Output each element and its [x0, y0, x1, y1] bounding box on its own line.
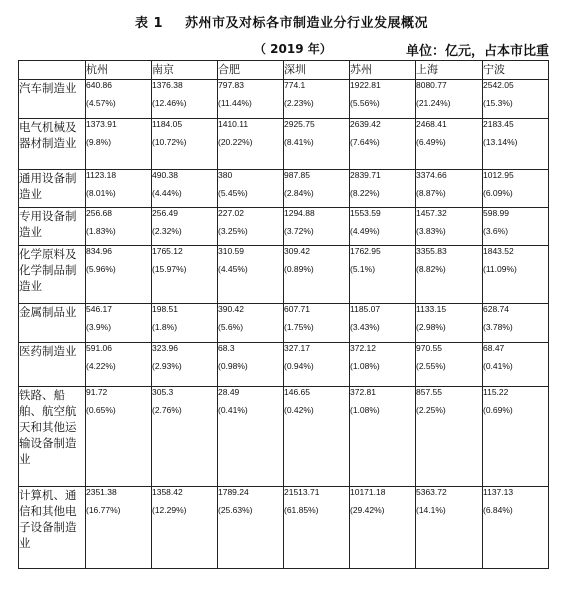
cell-value: 2639.42 [350, 119, 381, 129]
cell-share: (2.93%) [152, 361, 182, 371]
cell-share: (7.64%) [350, 137, 380, 147]
table-cell [350, 387, 416, 487]
cell-share: (4.45%) [218, 264, 248, 274]
cell-value: 1012.95 [483, 170, 514, 180]
table-cell [218, 208, 284, 246]
cell-share: (5.6%) [218, 322, 244, 332]
row-label: 铁路、船舶、航空航天和其他运输设备制造业 [19, 387, 86, 487]
table-cell [284, 246, 350, 304]
header-row [19, 61, 549, 80]
table-cell [483, 343, 549, 387]
cell-share: (2.55%) [416, 361, 446, 371]
row-label: 汽车制造业 [19, 80, 86, 119]
cell-value: 390.42 [218, 304, 244, 314]
table-cell [218, 119, 284, 170]
cell-value: 372.81 [350, 387, 376, 397]
cell-share: (1.08%) [350, 361, 380, 371]
table-cell [350, 343, 416, 387]
cell-share: (0.69%) [483, 405, 513, 415]
cell-share: (4.57%) [86, 98, 116, 108]
cell-value: 970.55 [416, 343, 442, 353]
table-number: 表 1 [134, 16, 164, 31]
cell-value: 607.71 [284, 304, 310, 314]
cell-share: (6.09%) [483, 188, 513, 198]
table-body [19, 80, 549, 569]
table-cell [284, 119, 350, 170]
cell-share: (0.94%) [284, 361, 314, 371]
header-cell-shanghai: 上海 [416, 61, 483, 80]
cell-value: 546.17 [86, 304, 112, 314]
header-cell-hefei: 合肥 [218, 61, 284, 80]
cell-share: (8.41%) [284, 137, 314, 147]
cell-value: 640.86 [86, 80, 112, 90]
cell-value: 1762.95 [350, 246, 381, 256]
cell-share: (1.08%) [350, 405, 380, 415]
table-cell [218, 343, 284, 387]
cell-value: 115.22 [483, 387, 509, 397]
cell-share: (0.41%) [218, 405, 248, 415]
header-cell-shenzhen: 深圳 [284, 61, 350, 80]
table-cell [86, 170, 152, 208]
table-row [19, 208, 549, 246]
table-cell [416, 246, 483, 304]
table-cell [86, 343, 152, 387]
table-cell [350, 304, 416, 343]
table-cell [284, 80, 350, 119]
table-cell [284, 304, 350, 343]
cell-value: 1922.81 [350, 80, 381, 90]
cell-value: 1133.15 [416, 304, 447, 314]
cell-value: 598.99 [483, 208, 509, 218]
cell-value: 2925.75 [284, 119, 315, 129]
table-row [19, 170, 549, 208]
cell-share: (9.8%) [86, 137, 112, 147]
cell-share: (11.44%) [218, 98, 252, 108]
table-cell [416, 387, 483, 487]
table-cell [350, 208, 416, 246]
table-cell [152, 304, 218, 343]
table-cell [218, 387, 284, 487]
cell-share: (20.22%) [218, 137, 253, 147]
table-cell [350, 487, 416, 569]
table-cell [152, 80, 218, 119]
table-cell [284, 487, 350, 569]
table-cell [284, 343, 350, 387]
table-subheader [0, 40, 563, 60]
cell-share: (2.23%) [284, 98, 314, 108]
table-cell [152, 487, 218, 569]
cell-value: 198.51 [152, 304, 178, 314]
cell-share: (8.22%) [350, 188, 380, 198]
cell-share: (3.9%) [86, 322, 112, 332]
header-cell-hangzhou: 杭州 [86, 61, 152, 80]
table-cell [218, 487, 284, 569]
table-cell [416, 487, 483, 569]
cell-value: 1373.91 [86, 119, 117, 129]
cell-value: 21513.71 [284, 487, 320, 497]
table-cell [152, 246, 218, 304]
table-cell [350, 80, 416, 119]
row-label: 化学原料及化学制品制造业 [19, 246, 86, 304]
cell-share: (5.96%) [86, 264, 116, 274]
row-label: 金属制品业 [19, 304, 86, 343]
cell-share: (11.09%) [483, 264, 517, 274]
table-cell [86, 119, 152, 170]
table-cell [416, 80, 483, 119]
cell-share: (1.75%) [284, 322, 314, 332]
cell-value: 28.49 [218, 387, 240, 397]
cell-share: (8.82%) [416, 264, 446, 274]
cell-value: 1185.07 [350, 304, 381, 314]
cell-share: (2.76%) [152, 405, 182, 415]
table-cell [218, 170, 284, 208]
row-label: 通用设备制造业 [19, 170, 86, 208]
year-label: （ 2019 年） [254, 42, 332, 56]
cell-value: 490.38 [152, 170, 178, 180]
cell-value: 68.47 [483, 343, 505, 353]
cell-share: (0.65%) [86, 405, 116, 415]
cell-value: 380 [218, 170, 233, 180]
cell-value: 309.42 [284, 246, 310, 256]
cell-share: (4.22%) [86, 361, 116, 371]
cell-share: (3.78%) [483, 322, 513, 332]
row-label: 计算机、通信和其他电子设备制造业 [19, 487, 86, 569]
cell-share: (4.44%) [152, 188, 182, 198]
table-cell [483, 170, 549, 208]
table-cell [86, 246, 152, 304]
row-label: 医药制造业 [19, 343, 86, 387]
cell-share: (16.77%) [86, 505, 121, 515]
table-cell [416, 343, 483, 387]
cell-value: 1294.88 [284, 208, 315, 218]
cell-value: 591.06 [86, 343, 112, 353]
cell-share: (1.8%) [152, 322, 178, 332]
cell-share: (5.1%) [350, 264, 376, 274]
cell-value: 1789.24 [218, 487, 249, 497]
table-cell [483, 487, 549, 569]
header-cell-corner [19, 61, 86, 80]
table-cell [284, 208, 350, 246]
table-cell [350, 119, 416, 170]
row-label: 电气机械及器材制造业 [19, 119, 86, 170]
table-row [19, 304, 549, 343]
table-cell [152, 119, 218, 170]
header-cell-ningbo: 宁波 [483, 61, 549, 80]
industry-table [18, 60, 549, 569]
cell-value: 323.96 [152, 343, 178, 353]
table-cell [86, 304, 152, 343]
cell-share: (3.72%) [284, 226, 314, 236]
cell-share: (4.49%) [350, 226, 380, 236]
table-cell [152, 208, 218, 246]
table-title [0, 12, 563, 31]
cell-share: (6.84%) [483, 505, 513, 515]
table-cell [218, 246, 284, 304]
cell-value: 146.65 [284, 387, 310, 397]
table-row [19, 80, 549, 119]
table-cell [152, 343, 218, 387]
cell-value: 256.49 [152, 208, 178, 218]
cell-value: 305.3 [152, 387, 174, 397]
table-cell [86, 208, 152, 246]
table-cell [86, 387, 152, 487]
cell-share: (12.29%) [152, 505, 187, 515]
table-cell [218, 304, 284, 343]
cell-value: 10171.18 [350, 487, 386, 497]
cell-value: 372.12 [350, 343, 376, 353]
cell-share: (15.3%) [483, 98, 513, 108]
cell-value: 1123.18 [86, 170, 117, 180]
cell-share: (8.87%) [416, 188, 446, 198]
cell-value: 2839.71 [350, 170, 381, 180]
cell-value: 8080.77 [416, 80, 447, 90]
row-label: 专用设备制造业 [19, 208, 86, 246]
cell-share: (0.98%) [218, 361, 248, 371]
cell-share: (0.41%) [483, 361, 513, 371]
table-cell [284, 387, 350, 487]
cell-value: 310.59 [218, 246, 244, 256]
cell-share: (12.46%) [152, 98, 187, 108]
table-row [19, 119, 549, 170]
cell-share: (2.84%) [284, 188, 314, 198]
cell-value: 2351.38 [86, 487, 117, 497]
table-cell [218, 80, 284, 119]
cell-share: (6.49%) [416, 137, 446, 147]
cell-value: 5363.72 [416, 487, 447, 497]
cell-value: 1843.52 [483, 246, 514, 256]
table-cell [483, 119, 549, 170]
cell-share: (0.42%) [284, 405, 314, 415]
cell-value: 1184.05 [152, 119, 183, 129]
cell-share: (21.24%) [416, 98, 451, 108]
cell-share: (2.98%) [416, 322, 446, 332]
cell-value: 256.68 [86, 208, 112, 218]
cell-value: 834.96 [86, 246, 112, 256]
table-cell [416, 208, 483, 246]
cell-value: 3374.66 [416, 170, 447, 180]
header-cell-suzhou: 苏州 [350, 61, 416, 80]
cell-value: 1765.12 [152, 246, 183, 256]
cell-value: 2542.05 [483, 80, 514, 90]
cell-share: (61.85%) [284, 505, 319, 515]
cell-share: (5.45%) [218, 188, 248, 198]
table-cell [416, 170, 483, 208]
cell-value: 68.3 [218, 343, 235, 353]
cell-share: (29.42%) [350, 505, 385, 515]
cell-share: (10.72%) [152, 137, 187, 147]
cell-share: (2.25%) [416, 405, 446, 415]
cell-value: 797.83 [218, 80, 244, 90]
cell-value: 628.74 [483, 304, 509, 314]
header-cell-nanjing: 南京 [152, 61, 218, 80]
table-cell [416, 304, 483, 343]
cell-share: (13.14%) [483, 137, 518, 147]
table-row [19, 343, 549, 387]
cell-value: 774.1 [284, 80, 306, 90]
table-cell [284, 170, 350, 208]
cell-value: 857.55 [416, 387, 442, 397]
cell-share: (3.25%) [218, 226, 248, 236]
table-row [19, 246, 549, 304]
cell-value: 227.02 [218, 208, 244, 218]
cell-share: (15.97%) [152, 264, 187, 274]
table-cell [152, 387, 218, 487]
table-cell [483, 387, 549, 487]
cell-share: (3.43%) [350, 322, 380, 332]
table-cell [416, 119, 483, 170]
unit-label: 单位：亿元，占本市比重 [405, 44, 549, 59]
cell-value: 327.17 [284, 343, 310, 353]
table-cell [483, 304, 549, 343]
table-cell [483, 208, 549, 246]
cell-value: 91.72 [86, 387, 108, 397]
table-cell [86, 487, 152, 569]
table-row [19, 487, 549, 569]
cell-share: (14.1%) [416, 505, 446, 515]
cell-value: 1553.59 [350, 208, 381, 218]
cell-value: 1376.38 [152, 80, 183, 90]
cell-share: (1.83%) [86, 226, 116, 236]
cell-value: 3355.83 [416, 246, 447, 256]
table-cell [86, 80, 152, 119]
cell-value: 1457.32 [416, 208, 447, 218]
table-cell [483, 80, 549, 119]
cell-share: (2.32%) [152, 226, 182, 236]
cell-share: (3.83%) [416, 226, 446, 236]
table-title-text: 苏州市及对标各市制造业分行业发展概况 [185, 16, 429, 31]
cell-share: (0.89%) [284, 264, 314, 274]
cell-share: (8.01%) [86, 188, 116, 198]
cell-value: 1410.11 [218, 119, 249, 129]
cell-share: (25.63%) [218, 505, 253, 515]
cell-share: (5.56%) [350, 98, 380, 108]
cell-value: 1358.42 [152, 487, 183, 497]
cell-value: 2468.41 [416, 119, 447, 129]
cell-value: 2183.45 [483, 119, 514, 129]
cell-value: 987.85 [284, 170, 310, 180]
cell-value: 1137.13 [483, 487, 514, 497]
table-cell [483, 246, 549, 304]
table-row [19, 387, 549, 487]
cell-share: (3.6%) [483, 226, 509, 236]
table-cell [350, 246, 416, 304]
table-cell [350, 170, 416, 208]
table-cell [152, 170, 218, 208]
